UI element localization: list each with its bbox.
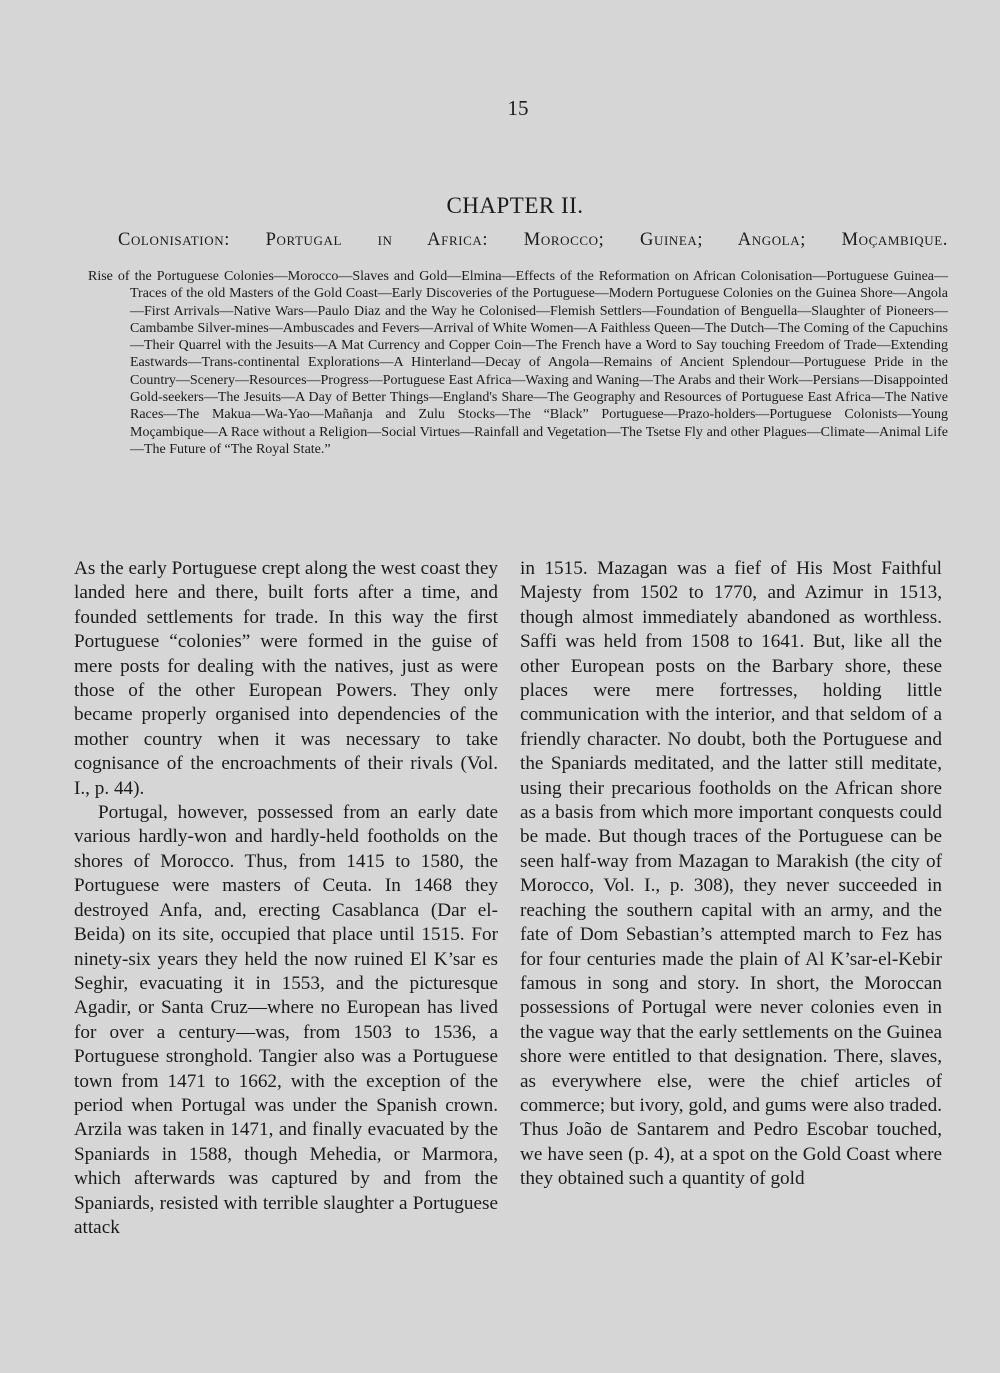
- body-paragraph: As the early Portuguese crept along the west coast they landed here and there, built forts after a time, and founded settlements for trade. In this way the first Portuguese “colonies” were formed in the guise of mere posts for dealing with the natives, just as were those of the other European Powers. They only became properly organised into dependencies of the mother country when it was necessary to take cognisance of the encroachments of their rivals (Vol. I., p. 44).: [74, 558, 498, 799]
- chapter-subtitle: Colonisation: Portugal in Africa: Morocco; Guinea; Angola; Moçambique.: [118, 230, 948, 250]
- body-paragraph: in 1515. Mazagan was a fief of His Most Faithful Majesty from 1502 to 1770, and Azimur in 1513, though almost immediately abandoned as worthless. Saffi was held from 1508 to 1641. But, like all the other European posts on the Barbary shore, these places were mere fortresses, holding little communication with the interior, and that seldom of a friendly character. No doubt, both the Portuguese and the Spaniards meditated, and the latter still meditate, using their precarious footholds on the African shore as a basis from which more important conquests could be made. But though traces of the Portuguese can be seen half-way from Mazagan to Marakish (the city of Morocco, Vol. I., p. 308), they never succeeded in reaching the southern capital with an army, and the fate of Dom Sebastian’s attempted march to Fez has for four centuries made the plain of Al K’sar-el-Kebir famous in song and story. In short, the Moroccan possessions of Portugal were never colonies even in the vague way that the early settlements on the Guinea shore were entitled to that designation. There, slaves, as everywhere else, were the chief articles of commerce; but ivory, gold, and gums were also traded. Thus João de Santarem and Pedro Escobar touched, we have seen (p. 4), at a spot on the Gold Coast where they obtained such a quantity of gold: [520, 558, 942, 1190]
- page-number: 15: [507, 96, 529, 120]
- chapter-heading: CHAPTER II.: [446, 193, 584, 218]
- body-column-left: [74, 557, 498, 1240]
- body-column-right: [520, 557, 942, 1192]
- body-paragraph: Portugal, however, possessed from an early date various hardly-won and hardly-held footholds on the shores of Morocco. Thus, from 1415 to 1580, the Portuguese were masters of Ceuta. In 1468 they destroyed Anfa, and, erecting Casablanca (Dar el-Beida) on its site, occupied that place until 1515. For ninety-six years they held the now ruined El K’sar es Seghir, evacuating it in 1553, and the picturesque Agadir, or Santa Cruz—where no European has lived for over a century—was, from 1503 to 1536, a Portuguese stronghold. Tangier also was a Portuguese town from 1471 to 1662, with the exception of the period when Portugal was under the Spanish crown. Arzila was taken in 1471, and finally evacuated by the Spaniards in 1588, though Mehedia, or Marmora, which afterwards was captured by and from the Spaniards, resisted with terrible slaughter a Portuguese attack: [74, 802, 498, 1238]
- chapter-synopsis: Rise of the Portuguese Colonies—Morocco—Slaves and Gold—Elmina—Effects of the Reformation on African Colonisation—Portuguese Guinea—Traces of the old Masters of the Gold Coast—Early Discoveries of the Portuguese—Modern Portuguese Colonies on the Guinea Shore—Angola—First Arrivals—Native Wars—Paulo Diaz and the Way he Colonised—Flemish Settlers—Foundation of Benguella—Slaughter of Pioneers—Cambambe Silver-mines—Ambuscades and Fevers—Arrival of White Women—A Faithless Queen—The Dutch—The Coming of the Capuchins—Their Quarrel with the Jesuits—A Mat Currency and Copper Coin—The French have a Word to Say touching Freedom of Trade—Extending Eastwards—Trans-continental Explorations—A Hinterland—Decay of Angola—Remains of Ancient Splendour—Portuguese Pride in the Country—Scenery—Resources—Progress—Portuguese East Africa—Waxing and Waning—The Arabs and their Work—Persians—Disappointed Gold-seekers—The Jesuits—A Day of Better Things—England's Share—The Geography and Resources of Portuguese East Africa—The Native Races—The Makua—Wa-Yao—Mañanja and Zulu Stocks—The “Black” Portuguese—Prazo-holders—Portuguese Colonists—Young Moçambique—A Race without a Religion—Social Virtues—Rainfall and Vegetation—The Tsetse Fly and other Plagues—Climate—Animal Life—The Future of “The Royal State.”: [88, 269, 948, 457]
